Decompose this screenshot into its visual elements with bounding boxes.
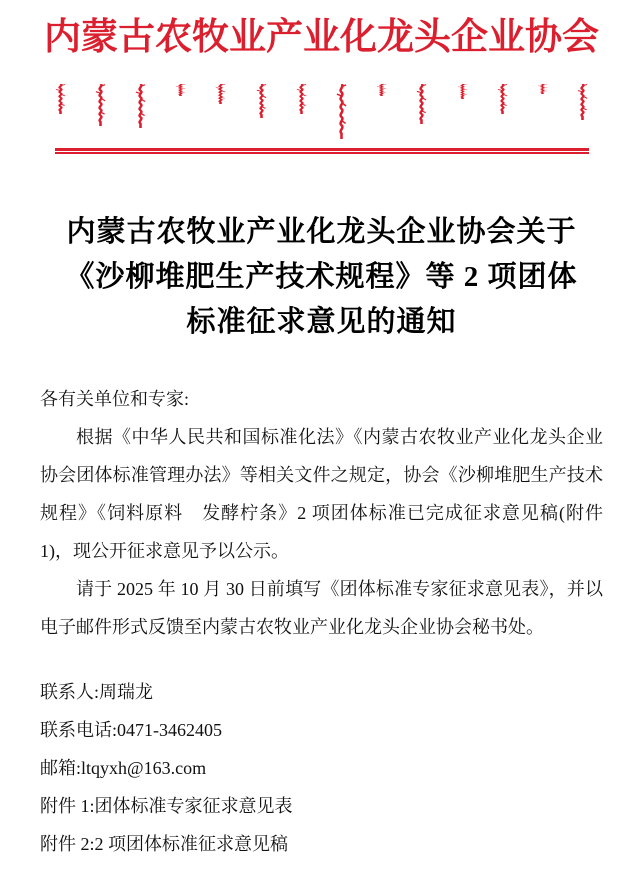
salutation: 各有关单位和专家:: [40, 389, 190, 409]
mongolian-word-icon: [215, 84, 226, 104]
body-paragraph-1: 根据《中华人民共和国标准化法》《内蒙古农牧业产业化龙头企业协会团体标准管理办法》等相关文件之规定，协会《沙柳堆肥生产技术规程》《饲料原料 发酵柠条》2 项团体标准已完成征求意见稿(附件 1)，现公开征求意见予以公示。: [40, 427, 603, 561]
mongolian-word-icon: [256, 84, 267, 118]
notice-title-line-1: 内蒙古农牧业产业化龙头企业协会关于: [66, 216, 577, 248]
mongolian-word-icon: [457, 84, 468, 99]
mongolian-word-icon: [95, 84, 106, 126]
mongolian-word-icon: [175, 84, 186, 96]
contact-block: [40, 673, 603, 863]
contact-email-line: 邮箱:ltqyxh@163.com: [40, 758, 207, 778]
letterhead-divider-rule: [55, 148, 589, 154]
notice-title-line-2: 《沙柳堆肥生产技术规程》等 2 项团体: [65, 261, 578, 293]
notice-title: [40, 210, 603, 345]
mongolian-word-icon: [135, 84, 146, 128]
mongolian-script-text: [55, 84, 589, 140]
attachment-1-line: 附件 1:团体标准专家征求意见表: [40, 796, 293, 816]
mongolian-word-icon: [497, 84, 508, 114]
mongolian-word-icon: [537, 84, 548, 94]
notice-title-line-3: 标准征求意见的通知: [186, 306, 457, 338]
mongolian-word-icon: [296, 84, 307, 114]
contact-phone-line: 联系电话:0471-3462405: [40, 720, 222, 740]
contact-person-line: 联系人:周瑞龙: [40, 682, 154, 702]
letterhead-org-name: 内蒙古农牧业产业化龙头企业协会: [44, 17, 599, 58]
mongolian-word-icon: [55, 84, 66, 114]
notice-body: [40, 380, 603, 863]
letterhead: [40, 14, 603, 154]
mongolian-word-icon: [416, 84, 427, 124]
attachment-2-line: 附件 2:2 项团体标准征求意见稿: [40, 834, 288, 854]
mongolian-word-icon: [376, 84, 387, 96]
mongolian-word-icon: [336, 84, 347, 139]
body-paragraph-2: 请于 2025 年 10 月 30 日前填写《团体标准专家征求意见表》，并以电子邮件形式反馈至内蒙古农牧业产业化龙头企业协会秘书处。: [40, 579, 603, 637]
mongolian-word-icon: [577, 84, 588, 120]
